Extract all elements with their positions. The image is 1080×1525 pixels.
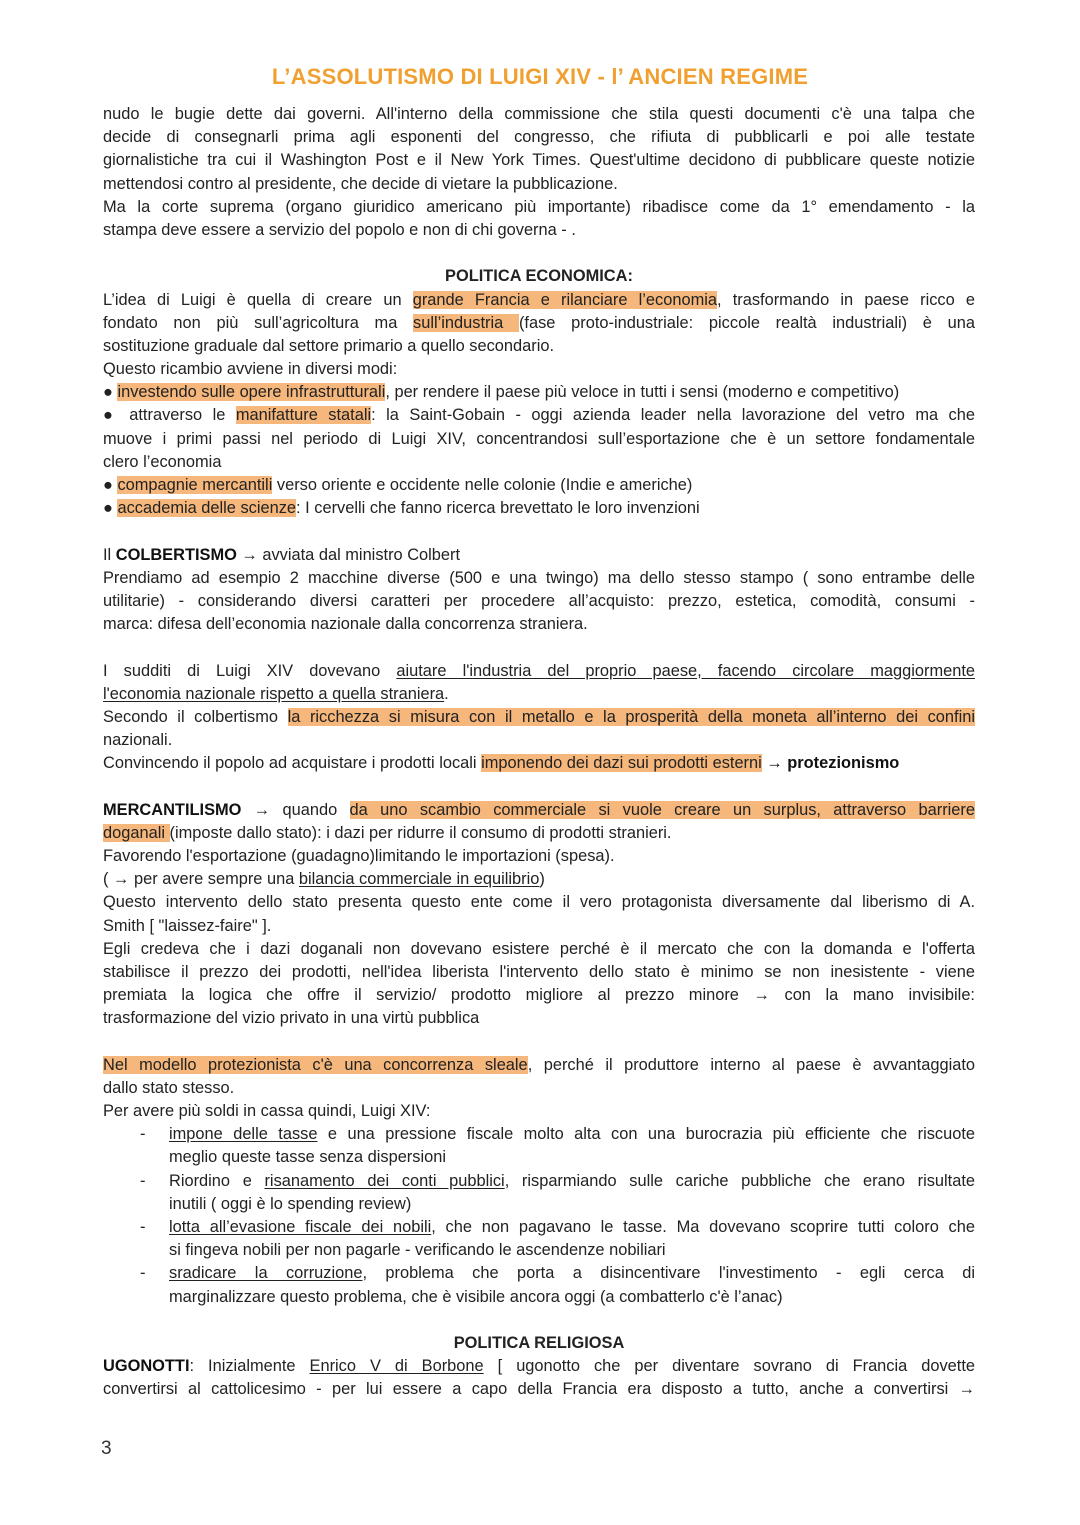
list-item xyxy=(103,1170,975,1216)
text-line: muove i primi passi nel periodo di Luigi XIV, concentrandosi sull’esportazione che è un settore fondamentale xyxy=(103,429,975,448)
text-line: decide di consegnarli prima agli esponenti del congresso, che rifiuta di pubblicarli e poi alle testate xyxy=(103,128,975,147)
intro-paragraph xyxy=(103,103,975,242)
text-line: meglio queste tasse senza dispersioni xyxy=(169,1148,446,1167)
text-line: Per avere più soldi in cassa quindi, Luigi XIV: xyxy=(103,1102,431,1121)
text-line: dallo stato stesso. xyxy=(103,1078,235,1097)
highlight: imponendo dei dazi sui prodotti esterni xyxy=(481,754,762,773)
text-line: Questo ricambio avviene in diversi modi: xyxy=(103,360,398,379)
term-mercantilismo: MERCANTILISMO xyxy=(103,800,242,819)
text-line: sradicare la corruzione, problema che porta a disincentivare l'investimento - egli cerca di xyxy=(169,1264,975,1283)
highlight: doganali xyxy=(103,823,170,842)
text-line: Riordino e risanamento dei conti pubblici, risparmiando sulle cariche pubbliche che erano risultate xyxy=(169,1171,976,1190)
text-line: Ma la corte suprema (organo giuridico americano più importante) ribadisce come da 1° emendamento - la xyxy=(103,197,975,216)
text-line: Egli credeva che i dazi doganali non dovevano esistere perché è il mercato che con la domanda e l'offerta xyxy=(103,939,975,958)
underlined-text: lotta all’evasione fiscale dei nobili xyxy=(169,1218,432,1236)
text-line: Questo intervento dello stato presenta questo ente come il vero protagonista diversamente dal liberismo di A. xyxy=(103,893,975,912)
text-line: sostituzione graduale dal settore primario a quello secondario. xyxy=(103,336,555,355)
list-item xyxy=(103,1262,975,1308)
underlined-text: risanamento dei conti pubblici xyxy=(264,1171,505,1190)
highlight: la ricchezza si misura con il metallo e la prosperità della moneta all’interno dei confini xyxy=(287,707,975,726)
protezionista-list xyxy=(103,1123,975,1309)
term-colbertismo: COLBERTISMO xyxy=(115,545,237,564)
bullet-item: ● attraverso le manifatture statali: la Saint-Gobain - oggi azienda leader nella lavorazione del vetro ma che xyxy=(103,406,975,425)
text-line: nazionali. xyxy=(103,731,173,750)
religiosa-paragraph xyxy=(103,1355,975,1401)
text-line: trasformazione del vizio privato in una virtù pubblica xyxy=(103,1009,480,1028)
text-line: Secondo il colbertismo la ricchezza si misura con il metallo e la prosperità della moneta all’interno dei confini xyxy=(103,707,975,726)
text-line: premiata la logica che offre il servizio/ prodotto migliore al prezzo minore → con la mano invisibile: xyxy=(103,986,975,1005)
bullet-icon: ● xyxy=(103,406,130,425)
text-line: Prendiamo ad esempio 2 macchine diverse (500 e una twingo) ma dello stesso stampo ( sono entrambe delle xyxy=(103,568,975,587)
highlight: manifatture statali xyxy=(235,406,372,425)
highlight: grande Francia e rilanciare l’economia xyxy=(412,290,717,309)
page-content xyxy=(103,103,975,1402)
dash-bullet: - xyxy=(140,1125,146,1144)
text-line: Convincendo il popolo ad acquistare i prodotti locali imponendo dei dazi sui prodotti esterni → protezionismo xyxy=(103,754,900,773)
text-line: L’idea di Luigi è quella di creare un grande Francia e rilanciare l’economia, trasformando in paese ricco e xyxy=(103,290,976,309)
text-line: clero l’economia xyxy=(103,452,222,471)
highlight: investendo sulle opere infrastrutturali xyxy=(117,383,386,402)
text-line: utilitarie) - considerando diversi caratteri per procedere all’acquisto: prezzo, estetica, comodità, consumi - xyxy=(103,591,975,610)
text-line: UGONOTTI: Inizialmente Enrico V di Borbone [ ugonotto che per diventare sovrano di Francia dovette xyxy=(103,1357,976,1376)
highlight: Nel modello protezionista c'è una concorrenza sleale xyxy=(103,1055,528,1074)
bullet-item: ● compagnie mercantili verso oriente e occidente nelle colonie (Indie e americhe) xyxy=(103,476,693,494)
dash-bullet: - xyxy=(140,1171,146,1190)
bullet-icon: ● xyxy=(103,499,118,518)
text-line: stabilisce il prezzo dei prodotti, nell'idea liberista l'intervento dello stato è minimo se non inesistente - viene xyxy=(103,962,975,981)
highlight: compagnie mercantili xyxy=(117,476,273,494)
mercantilismo-paragraph xyxy=(103,799,975,1031)
section-heading-religiosa: POLITICA RELIGIOSA xyxy=(453,1333,625,1352)
text-line: convertirsi al cattolicesimo - per lui essere a capo della Francia era disposto a tutto, anche a convertirsi → xyxy=(103,1380,975,1399)
text-line: nudo le bugie dette dai governi. All'interno della commissione che stila questi documenti c'è una talpa che xyxy=(103,105,975,123)
text-line: lotta all’evasione fiscale dei nobili, che non pagavano le tasse. Ma dovevano scoprire tutti coloro che xyxy=(169,1218,975,1236)
underlined-text: bilancia commerciale in equilibrio xyxy=(298,870,540,889)
bullet-icon: ● xyxy=(103,476,118,494)
protezionista-paragraph xyxy=(103,1054,975,1124)
text-line: Nel modello protezionista c'è una concorrenza sleale, perché il produttore interno al paese è avvantaggiato xyxy=(103,1055,975,1074)
page-title: L’ASSOLUTISMO DI LUIGI XIV - l’ ANCIEN REGIME xyxy=(271,64,809,89)
bullet-icon: ● xyxy=(103,383,118,402)
underlined-text: aiutare l'industria del proprio paese, facendo circolare maggiormente xyxy=(396,661,975,680)
text-line: marca: difesa dell’economia nazionale dalla concorrenza straniera. xyxy=(103,615,588,634)
underlined-text: sradicare la corruzione xyxy=(169,1264,363,1283)
text-line: Smith [ "laissez-faire" ]. xyxy=(103,916,272,935)
term-ugonotti: UGONOTTI xyxy=(103,1357,190,1376)
economica-bullets xyxy=(103,381,975,520)
text-line: inutili ( oggi è lo spending review) xyxy=(169,1194,412,1213)
text-line: marginalizzare questo problema, che è visibile ancora oggi (a combatterlo c'è l’anac) xyxy=(169,1287,783,1306)
underlined-text: impone delle tasse xyxy=(169,1125,318,1144)
text-line: impone delle tasse e una pressione fiscale molto alta con una burocrazia più efficiente che riscuote xyxy=(169,1125,975,1144)
underlined-text: Enrico V di Borbone xyxy=(309,1357,484,1376)
colbertismo-details xyxy=(103,660,975,776)
highlight: da uno scambio commerciale si vuole creare un surplus, attraverso barriere xyxy=(349,800,976,819)
page-number: 3 xyxy=(101,1438,112,1459)
dash-bullet: - xyxy=(140,1264,146,1283)
highlight: sull’industria xyxy=(413,313,519,332)
highlight: accademia delle scienze xyxy=(117,499,297,518)
text-line: giornalistiche tra cui il Washington Post e il New York Times. Quest'ultime decidono di pubblicare queste notizie xyxy=(103,151,975,170)
text-line: stampa deve essere a servizio del popolo e non di chi governa - . xyxy=(103,220,576,239)
text-line: ( → per avere sempre una bilancia commerciale in equilibrio) xyxy=(103,870,545,889)
text-line: si fingeva nobili per non pagarle - verificando le ascendenze nobiliari xyxy=(169,1241,666,1260)
economica-paragraph xyxy=(103,289,975,382)
underlined-text: l'economia nazionale rispetto a quella straniera xyxy=(103,684,445,703)
text-line: l'economia nazionale rispetto a quella straniera. xyxy=(103,684,449,703)
text-line: Favorendo l'esportazione (guadagno)limitando le importazioni (spesa). xyxy=(103,847,615,865)
list-item xyxy=(103,1123,975,1169)
term-protezionismo: protezionismo xyxy=(787,754,900,773)
text-line: doganali (imposte dallo stato): i dazi per ridurre il consumo di prodotti stranieri. xyxy=(103,823,672,842)
bullet-item: ● investendo sulle opere infrastrutturali, per rendere il paese più veloce in tutti i sensi (moderno e competitivo) xyxy=(103,383,900,402)
bullet-item: ● accademia delle scienze: I cervelli che fanno ricerca brevettato le loro invenzioni xyxy=(103,499,700,518)
section-heading-economica: POLITICA ECONOMICA: xyxy=(445,267,633,286)
text-line: mettendosi contro al presidente, che decide di vietare la pubblicazione. xyxy=(103,174,618,193)
text-line: I sudditi di Luigi XIV dovevano aiutare l'industria del proprio paese, facendo circolare maggiormente xyxy=(103,661,975,680)
list-item xyxy=(103,1216,975,1262)
text-line: fondato non più sull’agricoltura ma sull’industria (fase proto-industriale: piccole realtà industriali) è una xyxy=(103,313,975,332)
text-line: Il COLBERTISMO → avviata dal ministro Colbert xyxy=(103,545,461,564)
text-line: MERCANTILISMO → quando da uno scambio commerciale si vuole creare un surplus, attraverso barriere xyxy=(103,800,976,819)
dash-bullet: - xyxy=(140,1218,146,1236)
colbertismo-paragraph xyxy=(103,544,975,637)
